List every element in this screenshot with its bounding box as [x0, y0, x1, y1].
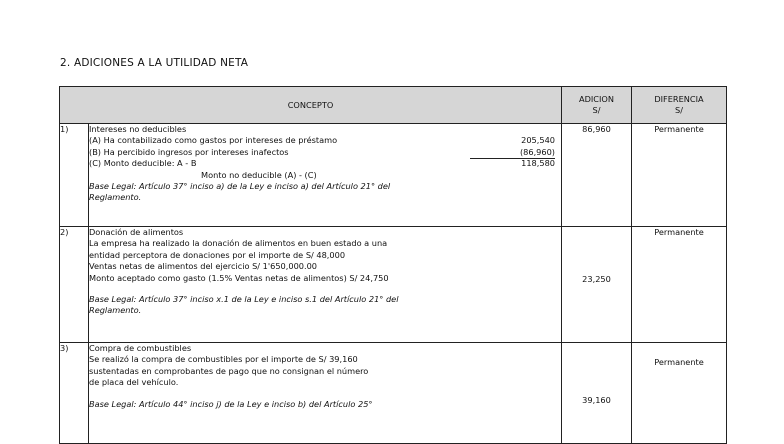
row-concept: [89, 227, 562, 343]
table-row: [60, 227, 727, 343]
concept-line-text: de placa del vehículo.: [89, 377, 179, 388]
section-title: 2. ADICIONES A LA UTILIDAD NETA: [60, 57, 249, 69]
header-diferencia: [632, 87, 727, 124]
concept-line: [89, 147, 561, 158]
concept-line-text: (C) Monto deducible: A - B: [89, 158, 197, 169]
table-row: [60, 124, 727, 227]
row-concept: [89, 343, 562, 444]
diferencia-value: Permanente: [632, 124, 727, 227]
header-adicion: [562, 87, 632, 124]
concept-line-text: entidad perceptora de donaciones por el importe de S/ 48,000: [89, 249, 346, 260]
diferencia-value: Permanente: [632, 343, 727, 444]
concept-line-text: (A) Ha contabilizado como gastos por intereses de préstamo: [89, 135, 338, 146]
spacer: [89, 284, 561, 294]
concept-line-text: sustentadas en comprobantes de pago que no consignan el número: [89, 365, 369, 376]
header-adicion-label: ADICION: [578, 94, 615, 104]
adicion-value-text: 23,250: [582, 273, 611, 284]
legal-basis: Reglamento.: [89, 192, 142, 203]
concept-title: Donación de alimentos: [89, 227, 184, 237]
additions-table: [59, 86, 727, 444]
concept-line: [89, 135, 561, 146]
legal-basis: Reglamento.: [89, 305, 142, 316]
concept-amount: (86,960): [470, 147, 555, 159]
concept-line-text: La empresa ha realizado la donación de alimentos en buen estado a una: [89, 238, 388, 249]
concept-amount: 118,580: [521, 158, 555, 169]
legal-basis: Base Legal: Artículo 37° inciso x.1 de la Ley e inciso s.1 del Artículo 21° del: [89, 294, 399, 305]
adicion-value: 86,960: [562, 124, 632, 227]
concept-line-text: Monto aceptado como gasto (1.5% Ventas netas de alimentos) S/ 24,750: [89, 272, 389, 283]
concept-line-text: (B) Ha percibido ingresos por intereses inafectos: [89, 146, 289, 157]
concept-line-text: Se realizó la compra de combustibles por el importe de S/ 39,160: [89, 354, 358, 365]
concept-line-text: Monto no deducible (A) - (C): [201, 169, 317, 180]
legal-basis: Base Legal: Artículo 37° inciso a) de la Ley e inciso a) del Artículo 21° del: [89, 181, 391, 192]
concept-title: Intereses no deducibles: [89, 124, 187, 134]
concept-line: [89, 158, 561, 169]
diferencia-value: Permanente: [632, 227, 727, 343]
adicion-value: 39,160: [562, 343, 632, 444]
concept-line-text: Ventas netas de alimentos del ejercicio S/ 1'650,000.00: [89, 261, 318, 272]
row-number: 1): [60, 124, 89, 227]
adicion-value: [562, 227, 632, 343]
header-concepto-label: CONCEPTO: [287, 99, 334, 110]
concept-amount: 205,540: [521, 135, 555, 146]
row-concept: [89, 124, 562, 227]
header-adicion-unit: S/: [592, 105, 601, 115]
header-diferencia-label: DIFERENCIA: [654, 94, 704, 104]
table-header-row: [60, 87, 727, 124]
row-number: 3): [60, 343, 89, 444]
row-number: 2): [60, 227, 89, 343]
spacer: [89, 389, 561, 399]
header-diferencia-unit: S/: [675, 105, 683, 115]
legal-basis: Base Legal: Artículo 44° inciso j) de la Ley e inciso b) del Artículo 25°: [89, 398, 373, 409]
header-concepto: [60, 87, 562, 124]
concept-title: Compra de combustibles: [89, 343, 192, 353]
table-row: [60, 343, 727, 444]
